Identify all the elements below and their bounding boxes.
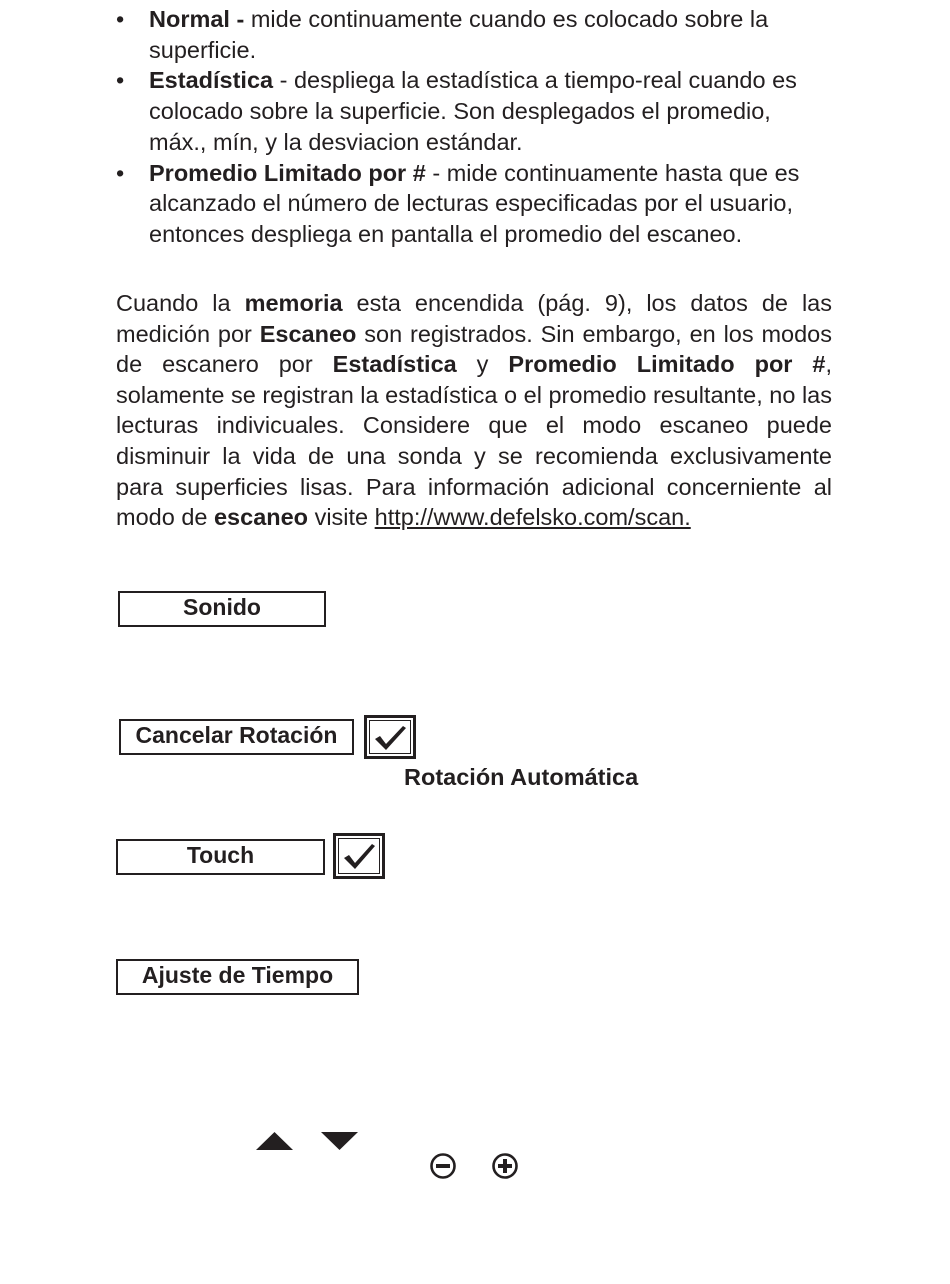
para-text: , solamente se registran la estadística o el promedio resultante, no las lecturas indivicuales. Considere que el modo escaneo puede disminuir la vida de una sonda y se recomienda exclusivamente para superficies lisas. Para información adicional concerniente al modo de xyxy=(116,351,832,531)
list-item-normal xyxy=(116,4,832,65)
scan-info-link[interactable]: http://www.defelsko.com/scan. xyxy=(374,504,691,531)
list-item-estadistica xyxy=(116,65,832,157)
para-text: visite xyxy=(308,504,375,531)
desc-estadistica: - despliega la estadística a tiempo-real cuando es colocado sobre la superficie. Son desplegados el promedio, máx., mín, y la desviacion estándar. xyxy=(149,67,797,155)
touch-label: Touch xyxy=(186,842,255,868)
time-adjust-menu-item[interactable] xyxy=(116,959,359,995)
triangle-up-icon xyxy=(256,1131,293,1151)
cancel-rotation-label: Cancelar Rotación xyxy=(135,722,338,748)
para-bold-estadistica: Estadística xyxy=(332,351,457,378)
para-text: y xyxy=(456,351,509,378)
para-bold-escaneo-2: escaneo xyxy=(213,504,309,531)
checkmark-icon xyxy=(372,723,408,752)
para-text: Cuando la xyxy=(116,290,245,316)
term-promedio-limitado: Promedio Limitado por # xyxy=(149,159,426,186)
para-text: son registrados. Sin embargo, en los modos de escanero por xyxy=(116,320,832,378)
para-bold-memoria: memoria xyxy=(244,290,343,316)
term-estadistica: Estadística xyxy=(149,67,274,94)
checkmark-icon xyxy=(341,841,377,871)
circle-plus-icon xyxy=(491,1152,519,1180)
cancel-rotation-menu-item[interactable] xyxy=(119,719,354,755)
touch-checkbox[interactable] xyxy=(333,833,385,879)
para-text: esta encendida (pág. 9), los datos de las medición por xyxy=(116,290,832,347)
term-normal: Normal - xyxy=(149,6,245,32)
sound-label: Sonido xyxy=(183,594,261,620)
scan-modes-list xyxy=(116,4,832,250)
desc-promedio-limitado: - mide continuamente hasta que es alcanzado el número de lecturas especificadas por el usuario, entonces despliega en pantalla el promedio del escaneo. xyxy=(149,159,800,247)
touch-menu-item[interactable] xyxy=(116,839,325,875)
cancel-rotation-checkbox[interactable] xyxy=(364,715,416,759)
circle-minus-icon xyxy=(429,1152,457,1180)
time-adjust-label: Ajuste de Tiempo xyxy=(141,962,334,988)
para-bold-promedio: Promedio Limitado por # xyxy=(508,351,826,378)
memory-paragraph xyxy=(116,288,832,533)
auto-rotation-caption: Rotación Automática xyxy=(404,764,639,790)
para-bold-escaneo: Escaneo xyxy=(259,320,357,347)
sound-menu-item[interactable] xyxy=(118,591,326,627)
list-item-promedio-limitado xyxy=(116,158,832,250)
desc-normal: mide continuamente cuando es colocado sobre la superficie. xyxy=(149,6,769,63)
triangle-down-icon xyxy=(321,1131,358,1151)
